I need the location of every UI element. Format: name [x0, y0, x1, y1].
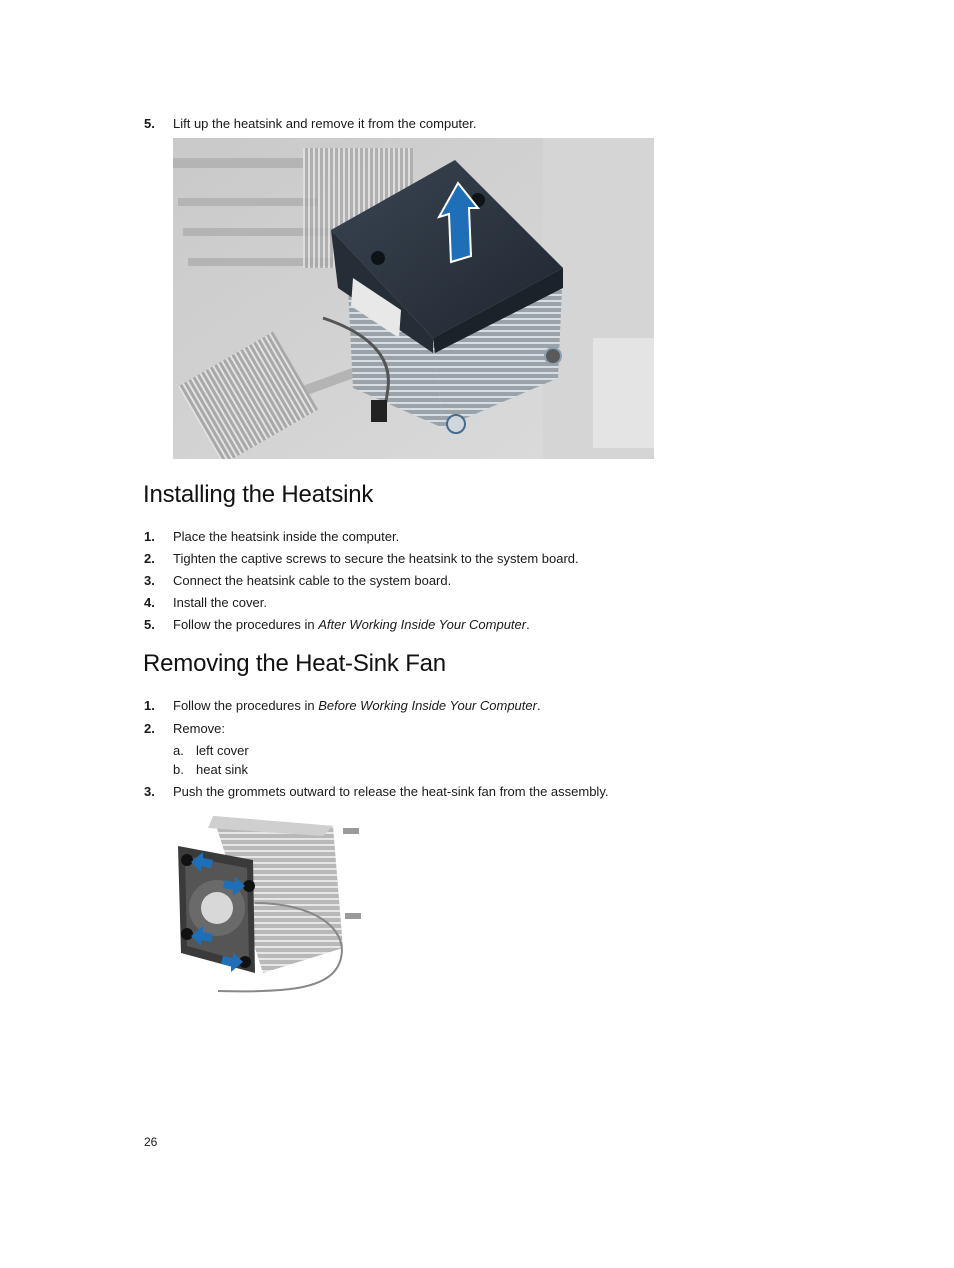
step-text: Tighten the captive screws to secure the heatsink to the system board.	[173, 551, 579, 566]
list-item	[144, 551, 579, 567]
step-text: Lift up the heatsink and remove it from the computer.	[173, 116, 477, 131]
substep-letter: a.	[173, 743, 184, 758]
list-item	[144, 617, 530, 633]
list-item	[144, 721, 225, 737]
step-text: Remove:	[173, 721, 226, 736]
fan-grommet-illustration	[173, 808, 368, 1000]
step-number: 3.	[144, 573, 155, 588]
step-number: 1.	[144, 529, 155, 544]
substep-text: heat sink	[196, 762, 249, 777]
substep-text: left cover	[196, 743, 249, 758]
substep-letter: b.	[173, 762, 184, 777]
step-number: 1.	[144, 698, 155, 713]
heatsink-removal-image	[173, 138, 654, 459]
section-title-removing-fan: Removing the Heat-Sink Fan	[143, 650, 446, 677]
step-text-prefix: Follow the procedures in	[173, 698, 319, 713]
step-lift-heatsink	[144, 116, 477, 132]
list-item	[144, 573, 451, 589]
list-item	[144, 529, 399, 545]
step-number: 3.	[144, 784, 155, 799]
section-title-installing-heatsink: Installing the Heatsink	[143, 481, 374, 508]
list-item	[144, 784, 608, 800]
step-text: Install the cover.	[173, 595, 267, 610]
step-text-prefix: Follow the procedures in	[173, 617, 319, 632]
list-item	[144, 595, 267, 611]
after-working-link[interactable]: After Working Inside Your Computer	[318, 617, 527, 632]
step-text: Push the grommets outward to release the heat-sink fan from the assembly.	[173, 784, 609, 799]
heatsink-lift-illustration	[173, 138, 654, 459]
step-text-suffix: .	[536, 698, 541, 713]
step-text-suffix: .	[526, 617, 530, 632]
before-working-link[interactable]: Before Working Inside Your Computer	[318, 698, 537, 713]
step-number: 2.	[144, 721, 155, 736]
step-text: Connect the heatsink cable to the system board.	[173, 573, 452, 588]
sub-list-item	[173, 743, 249, 759]
step-number: 5.	[144, 617, 155, 632]
step-number: 2.	[144, 551, 155, 566]
list-item	[144, 698, 541, 714]
fan-grommet-image	[173, 808, 368, 1000]
step-number: 4.	[144, 595, 155, 610]
page-number: 26	[144, 1135, 158, 1149]
step-number: 5.	[144, 116, 155, 131]
step-text: Place the heatsink inside the computer.	[173, 529, 400, 544]
sub-list-item	[173, 762, 248, 778]
